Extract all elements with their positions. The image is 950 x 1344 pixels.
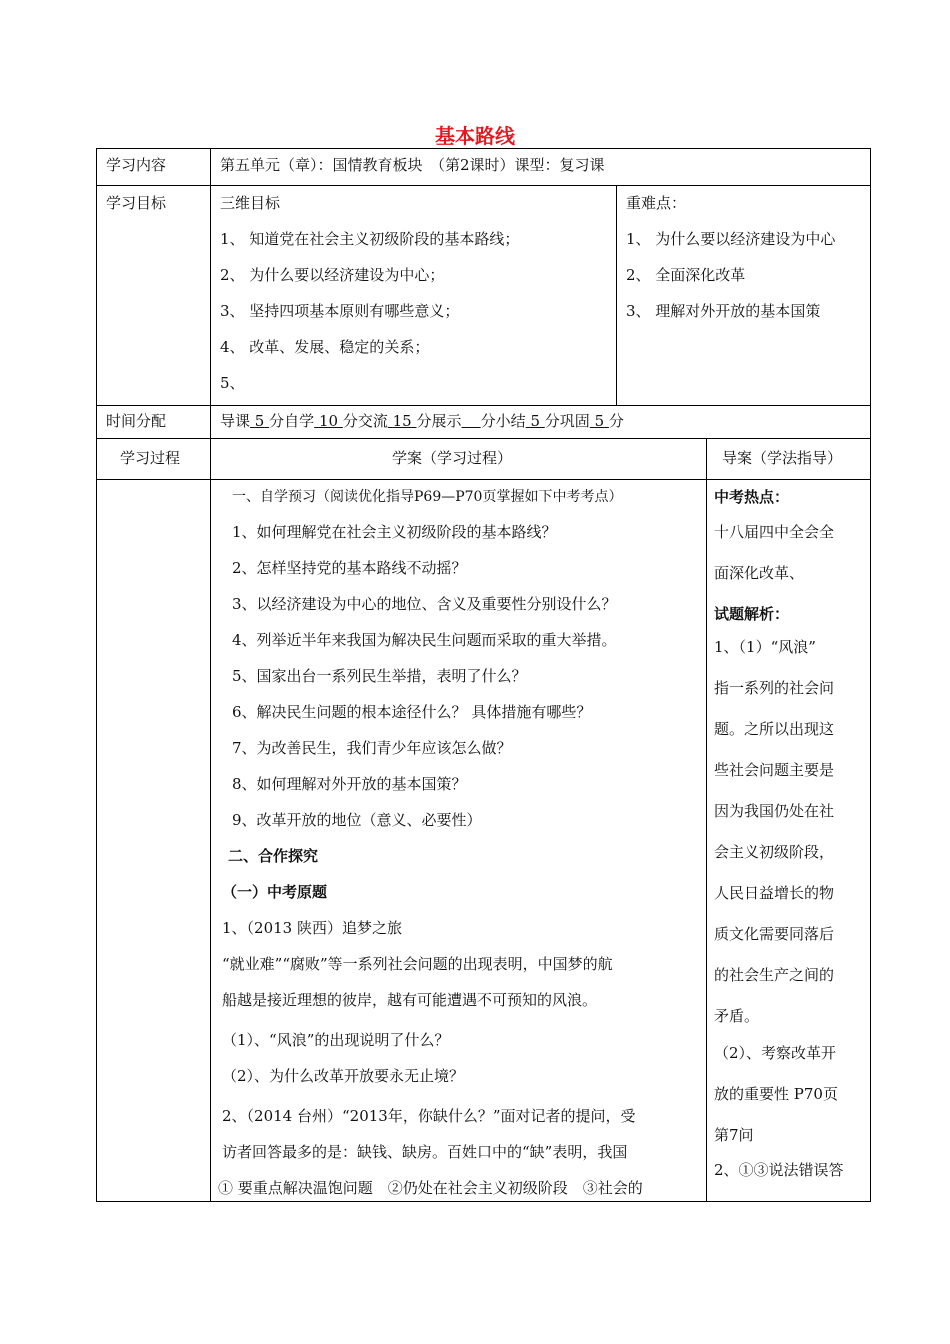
time-item-value: 5	[254, 412, 265, 430]
time-item-value: 5	[594, 412, 605, 430]
exam-sub-question: （2）、为什么改革开放要永无止境？	[222, 1067, 465, 1085]
goal-item: 3、 坚持四项基本原则有哪些意义；	[220, 302, 460, 320]
question-item: 4、列举近半年来我国为解决民生问题而采取的重大举措。	[232, 631, 617, 649]
question-item: 5、国家出台一系列民生举措，表明了什么？	[232, 667, 527, 685]
hot-topic-title: 中考热点：	[714, 488, 790, 506]
goal-item: 2、 为什么要以经济建设为中心；	[220, 266, 445, 284]
time-item-name: 导课	[220, 412, 251, 430]
row-label-process: 学习过程	[120, 449, 181, 467]
time-item-value: 10	[318, 412, 339, 430]
time-item-name: 小结	[495, 412, 526, 430]
exam-question-text: 访者回答最多的是：缺钱、缺房。百姓口中的“缺”表明，我国	[222, 1143, 628, 1161]
time-item-value: 5	[530, 412, 540, 430]
time-item-name: 自学	[284, 412, 315, 430]
column-header-guide: 导案（学法指导）	[722, 449, 843, 467]
question-item: 1、如何理解党在社会主义初级阶段的基本路线？	[232, 523, 557, 541]
guide-line: 面深化改革、	[714, 564, 805, 582]
guide-line: 1、（1）“风浪”	[714, 638, 816, 656]
section-self-study: 一、自学预习（阅读优化指导P69—P70页掌握如下中考考点）	[232, 489, 623, 505]
guide-line: 的社会生产之间的	[714, 966, 835, 984]
question-item: 8、如何理解对外开放的基本国策？	[232, 775, 467, 793]
exam-question-title: 1、（2013 陕西）追梦之旅	[222, 919, 402, 937]
key-point-item: 3、 理解对外开放的基本国策	[626, 302, 821, 320]
exam-question-text: 船越是接近理想的彼岸，越有可能遭遇不可预知的风浪。	[222, 991, 598, 1009]
goals-title: 三维目标	[220, 194, 281, 212]
row-label-goals: 学习目标	[106, 194, 167, 212]
section-cooperation: 二、合作探究	[228, 847, 319, 865]
goal-item: 1、 知道党在社会主义初级阶段的基本路线；	[220, 230, 520, 248]
exam-question-options: ① 要重点解决温饱问题 ②仍处在社会主义初级阶段 ③社会的	[218, 1179, 643, 1197]
guide-line: （2）、考察改革开	[714, 1044, 837, 1062]
analysis-title: 试题解析：	[714, 605, 790, 623]
subsection-exam: （一）中考原题	[222, 883, 328, 901]
goal-item: 4、 改革、发展、稳定的关系；	[220, 338, 430, 356]
question-item: 3、以经济建设为中心的地位、含义及重要性分别设什么？	[232, 595, 617, 613]
time-item-value	[462, 412, 481, 430]
question-item: 7、为改善民生，我们青少年应该怎么做？	[232, 739, 512, 757]
key-point-item: 1、 为什么要以经济建设为中心	[626, 230, 836, 248]
time-item-name: 交流	[357, 412, 388, 430]
column-header-study: 学案（学习过程）	[392, 449, 513, 467]
guide-line: 因为我国仍处在社	[714, 802, 835, 820]
guide-line: 第7问	[714, 1126, 754, 1144]
time-allocation: 导课 5 分自学 10 分交流 15 分展示 分小结 5 分巩固 5 分	[220, 412, 624, 430]
row-label-time: 时间分配	[106, 412, 167, 430]
exam-sub-question: （1）、“风浪”的出现说明了什么？	[222, 1031, 450, 1049]
guide-line: 放的重要性 P70页	[714, 1085, 838, 1103]
guide-line: 人民日益增长的物	[714, 884, 835, 902]
goal-item: 5、	[220, 374, 245, 392]
key-points-title: 重难点：	[626, 194, 687, 212]
question-item: 9、改革开放的地位（意义、必要性）	[232, 811, 482, 829]
time-item-name: 展示	[431, 412, 462, 430]
page-title: 基本路线	[435, 124, 515, 148]
key-point-item: 2、 全面深化改革	[626, 266, 746, 284]
guide-line: 题。之所以出现这	[714, 720, 835, 738]
guide-line: 质文化需要同落后	[714, 925, 835, 943]
exam-question-text: “就业难”“腐败”等一系列社会问题的出现表明，中国梦的航	[222, 955, 613, 973]
row-label-content: 学习内容	[106, 156, 167, 174]
guide-line: 指一系列的社会问	[714, 679, 835, 697]
question-item: 6、解决民生问题的根本途径什么？ 具体措施有哪些？	[232, 703, 592, 721]
time-item-name: 巩固	[559, 412, 590, 430]
time-item-value: 15	[392, 412, 412, 430]
guide-line: 十八届四中全会全	[714, 523, 835, 541]
lesson-info: 第五单元（章）：国情教育板块 （第2课时）课型：复习课	[220, 156, 605, 174]
guide-line: 2、①③说法错误答	[714, 1161, 844, 1179]
guide-line: 些社会问题主要是	[714, 761, 835, 779]
question-item: 2、怎样坚持党的基本路线不动摇？	[232, 559, 467, 577]
guide-line: 矛盾。	[714, 1007, 760, 1025]
exam-question-text: 2、（2014 台州）“2013年，你缺什么？”面对记者的提问，受	[222, 1107, 636, 1125]
guide-line: 会主义初级阶段，	[714, 843, 835, 861]
